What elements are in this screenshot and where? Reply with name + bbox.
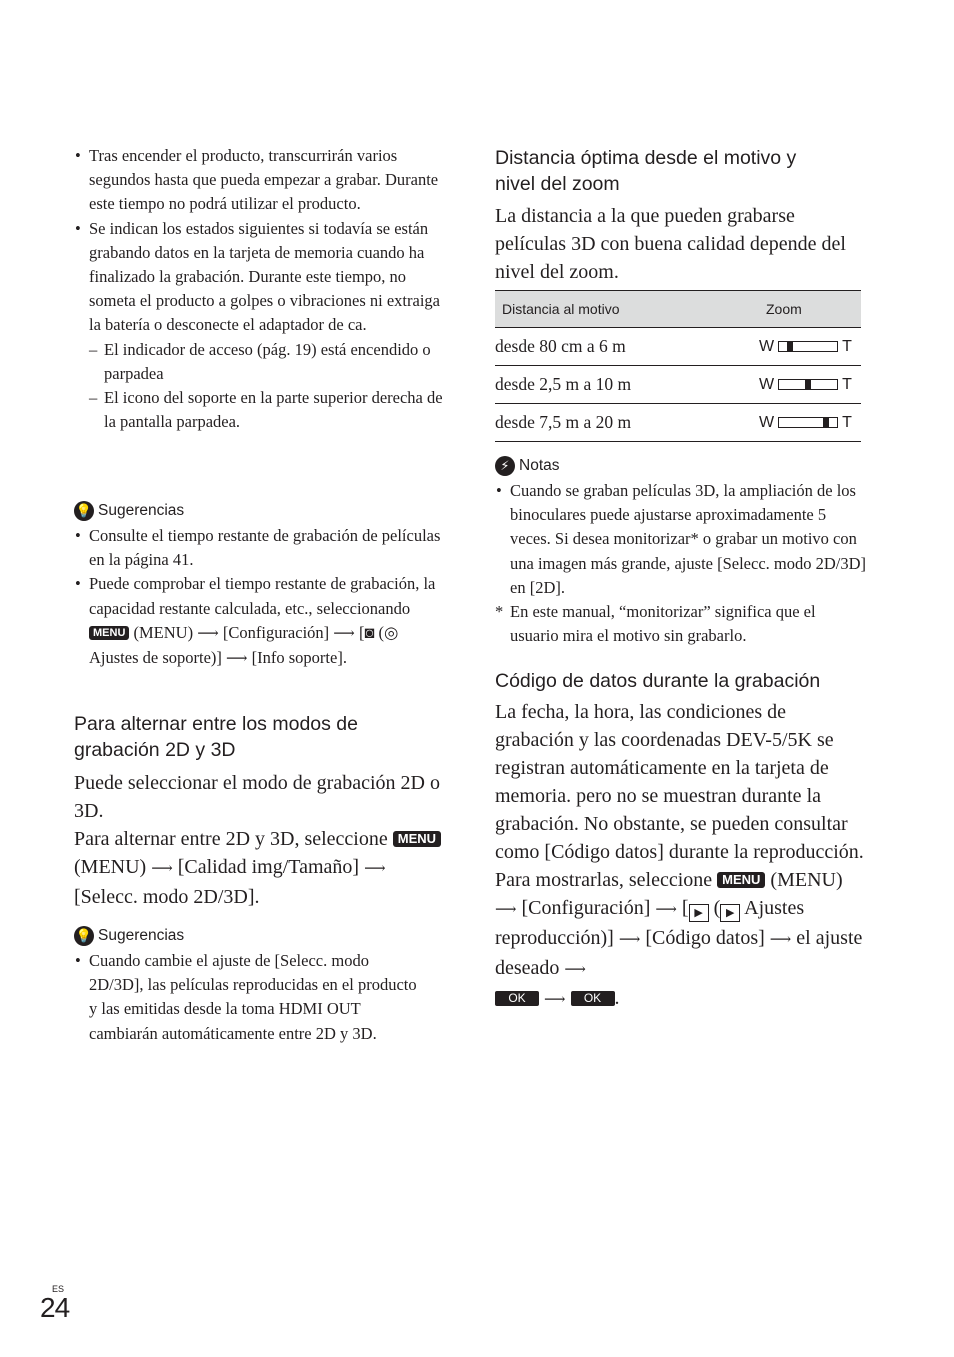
caution-icon: ⚡: [495, 456, 515, 476]
zoom-track: [778, 341, 838, 352]
tips-heading: [74, 500, 446, 522]
footnote-text: En este manual, “monitorizar” significa que el usuario mira el motivo sin grabarlo.: [510, 602, 816, 646]
zoom-knob: [805, 380, 811, 389]
text-run: (MENU): [765, 869, 843, 891]
text-run: [Configuración]: [218, 622, 334, 642]
distance-cell: desde 2,5 m a 10 m: [495, 366, 759, 404]
zoom-knob: [823, 418, 829, 427]
arrow-icon: ⟶: [364, 861, 386, 877]
text-run: La fecha, la hora, las condiciones de grabación y las coordenadas DEV-5/5K se registran automáticamente en la tarjeta de memoria. pero no se muestran durante la grabación. No obstante, se pueden consultar como [Código datos] durante la reproducción. Para mostrarlas, seleccione: [495, 701, 864, 891]
list-item-text: Se indican los estados siguientes si todavía se están grabando datos en la tarjeta de memoria cuando ha finalizado la grabación. Durante este tiempo, no someta el producto a golpes o vibraciones ni extraiga la batería o desconecte el adaptador de ca.: [89, 218, 440, 335]
arrow-icon: ⟶: [655, 902, 677, 918]
text-run: [Calidad img/Tamaño]: [172, 856, 365, 878]
tele-label: T: [842, 375, 852, 393]
wide-label: W: [759, 375, 775, 393]
section-title: Código de datos durante la grabación: [495, 670, 821, 692]
list-item: [74, 217, 446, 435]
zoom-track: [778, 417, 838, 428]
text-run: (MENU): [129, 622, 198, 642]
zoom-knob: [787, 342, 793, 351]
text-run: Para alternar entre 2D y 3D, seleccione: [74, 828, 393, 850]
arrow-icon: ⟶: [197, 625, 219, 642]
tips-heading: [74, 925, 446, 947]
zoom-cell: [759, 404, 861, 442]
section-title: Para alternar entre los modos de grabación 2D y 3D: [74, 713, 358, 761]
text-run: [Info soporte].: [247, 648, 347, 668]
notes-heading: [495, 455, 867, 477]
arrow-icon: ⟶: [333, 625, 355, 642]
list-item: • Cuando se graban películas 3D, la ampliación de los binoculares puede ajustarse aproximadamente 5 veces. Si desea monitorizar* o grabar un motivo con una imagen más grande, ajuste [Selecc. modo 2D/3D] en [2D].: [495, 479, 867, 600]
arrow-icon: ⟶: [495, 902, 517, 918]
page-number: 24: [40, 1292, 70, 1323]
wide-label: W: [759, 413, 775, 431]
paragraph: [495, 698, 865, 1014]
column-header-distance: Distancia al motivo: [495, 291, 759, 328]
text-run: [Configuración]: [516, 897, 656, 919]
arrow-icon: ⟶: [151, 861, 173, 877]
text-run: Ajustes reproducción)]: [495, 897, 805, 949]
distance-cell: desde 7,5 m a 20 m: [495, 404, 759, 442]
zoom-indicator: [759, 376, 861, 394]
lightbulb-icon: 💡: [74, 501, 94, 521]
footnote-mark: *: [495, 602, 504, 622]
dash-item: – El indicador de acceso (pág. 19) está encendido o parpadea: [89, 338, 446, 386]
paragraph: Puede seleccionar el modo de grabación 2D o 3D.: [74, 772, 440, 822]
text-run: [Selecc. modo 2D/3D].: [74, 886, 260, 908]
zoom-table: [495, 290, 861, 442]
intro-bullets: [74, 144, 446, 434]
media-settings-icon: ◎: [384, 622, 399, 642]
ok-button-icon: OK: [571, 991, 615, 1006]
wide-label: W: [759, 337, 775, 355]
tips-list: [74, 524, 446, 671]
text-run: Ajustes de soporte)]: [89, 648, 227, 668]
text-run: Puede comprobar el tiempo restante de grabación, la capacidad restante calculada, etc., seleccionando: [89, 574, 436, 618]
text-run: (: [708, 897, 721, 919]
list-item: • Tras encender el producto, transcurrirán varios segundos hasta que pueda empezar a grabar. Durante este tiempo no podrá utilizar el producto.: [74, 144, 446, 217]
arrow-icon: ⟶: [226, 651, 248, 668]
lightbulb-icon: 💡: [74, 926, 94, 946]
list-item: • Consulte el tiempo restante de grabación de películas en la página 41.: [74, 524, 446, 572]
dash-list: [74, 338, 446, 435]
text-run: .: [614, 987, 620, 1009]
list-item: [74, 572, 446, 671]
tips-list: [74, 949, 424, 1046]
footnote: [495, 600, 867, 648]
tips-heading-label: Sugerencias: [98, 502, 185, 519]
arrow-icon: ⟶: [618, 932, 641, 948]
text-run: el ajuste deseado: [495, 927, 863, 979]
tele-label: T: [842, 413, 852, 431]
arrow-icon: ⟶: [564, 962, 586, 978]
text-run: [: [676, 897, 689, 919]
arrow-icon: ⟶: [769, 932, 792, 948]
notes-heading-label: Notas: [519, 457, 560, 474]
tele-label: T: [842, 337, 852, 355]
tips-block-1: [74, 500, 446, 671]
section-title: Distancia óptima desde el motivo y nivel del zoom: [495, 147, 797, 195]
text-run: [Código datos]: [640, 927, 770, 949]
zoom-indicator: [759, 338, 861, 356]
menu-icon: MENU: [717, 872, 765, 888]
zoom-indicator: [759, 414, 861, 432]
table-header-row: [495, 291, 861, 328]
paragraph: [74, 825, 446, 911]
zoom-cell: [759, 366, 861, 404]
text-run: (: [374, 622, 385, 642]
text-run: (MENU): [74, 856, 152, 878]
zoom-track: [778, 379, 838, 390]
table-row: [495, 366, 861, 404]
tips-block-2: [74, 925, 446, 1046]
language-code: ES: [52, 1284, 65, 1294]
table-row: [495, 328, 861, 366]
tips-heading-label: Sugerencias: [98, 927, 185, 944]
paragraph: La distancia a la que pueden grabarse películas 3D con buena calidad depende del nivel del zoom.: [495, 205, 846, 283]
play-icon: ▶: [689, 904, 709, 922]
notes-block: [495, 455, 867, 648]
arrow-icon: ⟶: [544, 992, 566, 1008]
text-run: [: [354, 622, 365, 642]
notes-list: [495, 479, 867, 600]
settings-media-icon: ◙: [364, 622, 375, 642]
menu-icon: MENU: [393, 831, 441, 847]
ok-button-icon: OK: [495, 991, 539, 1006]
menu-icon: MENU: [89, 626, 129, 640]
column-header-zoom: Zoom: [759, 291, 861, 328]
table-row: [495, 404, 861, 442]
list-item: • Cuando cambie el ajuste de [Selecc. modo 2D/3D], las películas reproducidas en el producto y las emitidas desde la toma HDMI OUT cambiarán automáticamente entre 2D y 3D.: [74, 949, 424, 1046]
distance-cell: desde 80 cm a 6 m: [495, 328, 759, 366]
zoom-cell: [759, 328, 861, 366]
play-settings-icon: ▶: [720, 904, 740, 922]
dash-item: – El icono del soporte en la parte superior derecha de la pantalla parpadea.: [89, 386, 446, 434]
section-body: [74, 769, 446, 911]
